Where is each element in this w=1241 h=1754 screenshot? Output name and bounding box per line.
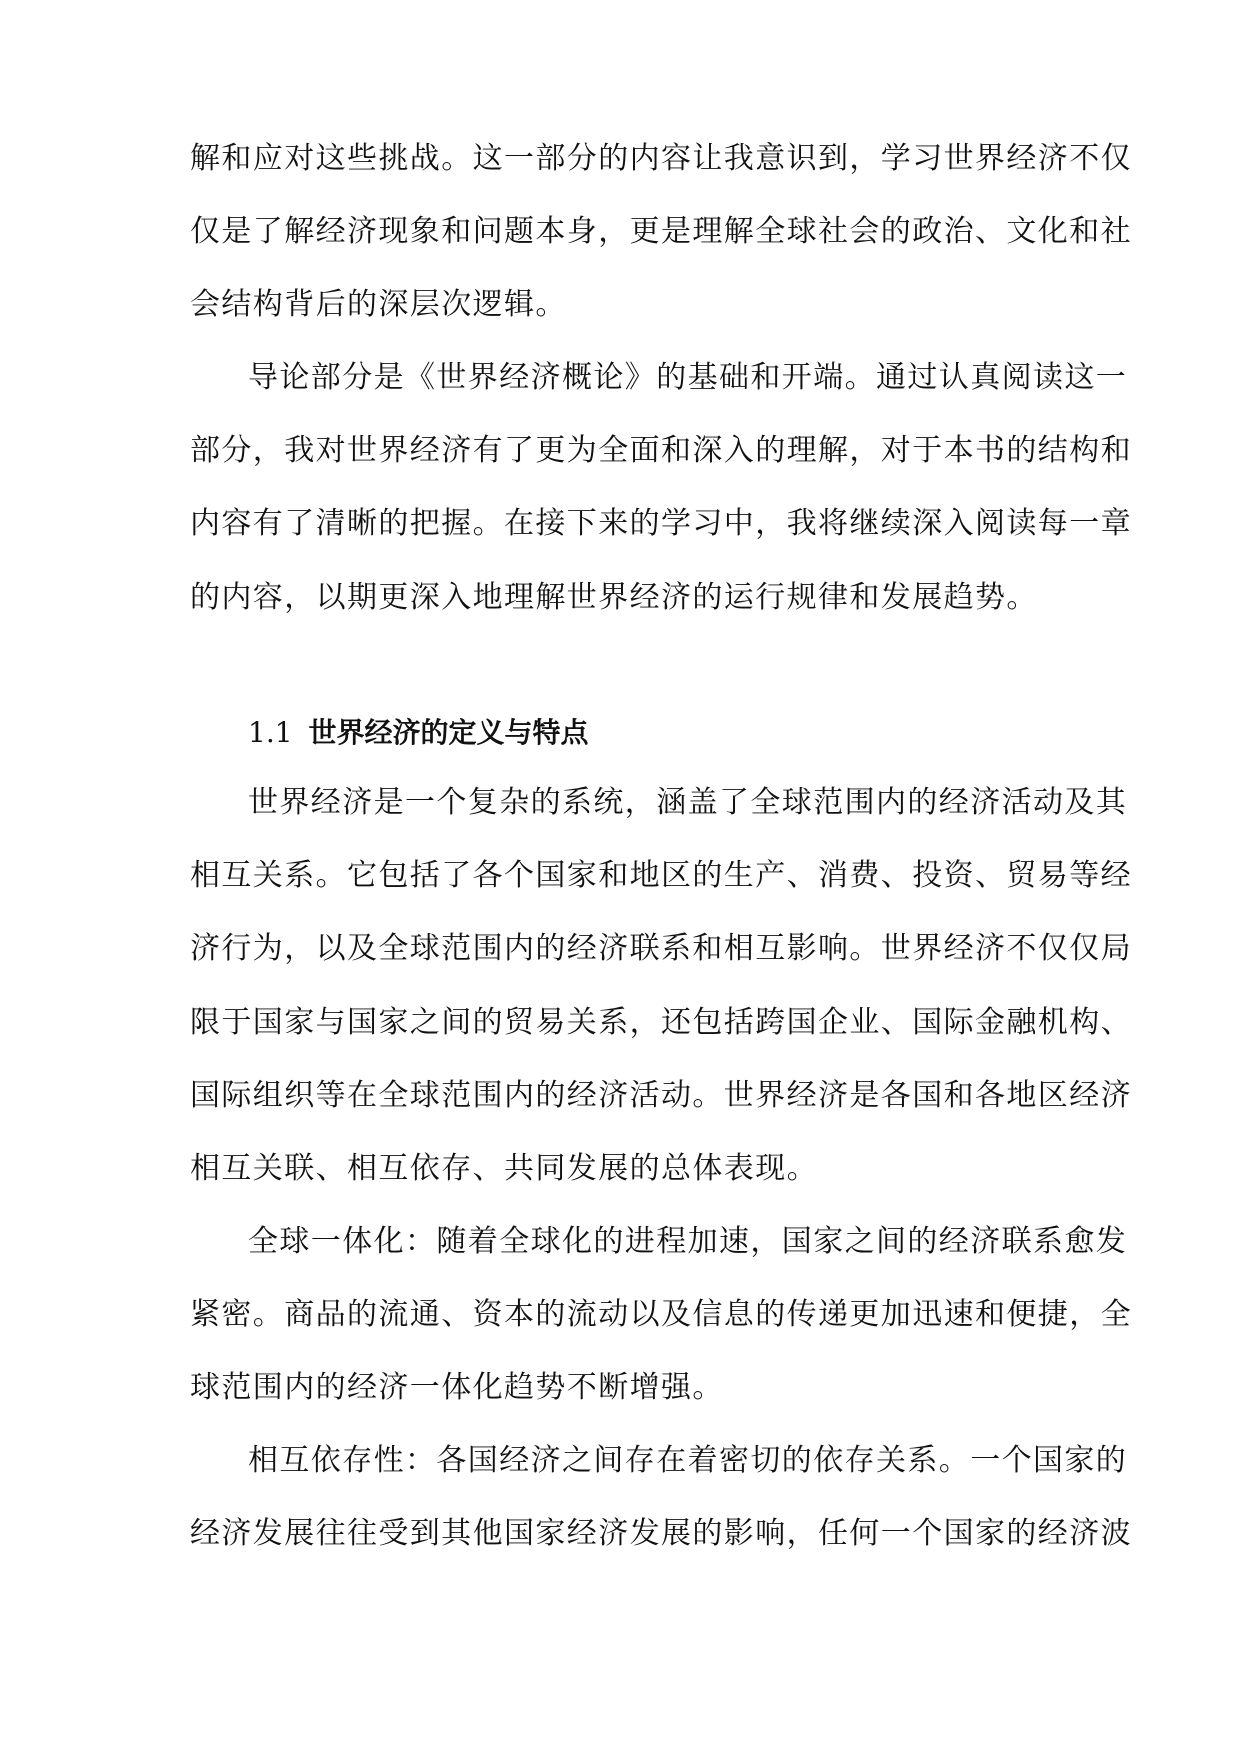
body-text-line: 内容有了清晰的把握。在接下来的学习中，我将继续深入阅读每一章	[190, 506, 1132, 541]
body-text-line: 国际组织等在全球范围内的经济活动。世界经济是各国和各地区经济	[190, 1078, 1132, 1113]
body-text-line: 限于国家与国家之间的贸易关系，还包括跨国企业、国际金融机构、	[190, 1005, 1132, 1040]
section-title: 世界经济的定义与特点	[308, 716, 589, 749]
section-number: 1.1	[248, 716, 293, 749]
paragraph-first-line: 全球一体化：随着全球化的进程加速，国家之间的经济联系愈发	[248, 1224, 1128, 1259]
paragraph-first-line: 世界经济是一个复杂的系统，涵盖了全球范围内的经济活动及其	[248, 785, 1128, 820]
body-text-line: 的内容，以期更深入地理解世界经济的运行规律和发展趋势。	[190, 580, 1038, 615]
body-text-line: 经济发展往往受到其他国家经济发展的影响，任何一个国家的经济波	[190, 1516, 1132, 1551]
body-text-line: 解和应对这些挑战。这一部分的内容让我意识到，学习世界经济不仅	[190, 141, 1132, 176]
paragraph-first-line: 相互依存性：各国经济之间存在着密切的依存关系。一个国家的	[248, 1443, 1128, 1478]
body-text-line: 仅是了解经济现象和问题本身，更是理解全球社会的政治、文化和社	[190, 214, 1132, 249]
body-text-line: 会结构背后的深层次逻辑。	[190, 287, 567, 322]
body-text-line: 球范围内的经济一体化趋势不断增强。	[190, 1370, 724, 1405]
body-text-line: 济行为，以及全球范围内的经济联系和相互影响。世界经济不仅仅局	[190, 931, 1132, 966]
body-text-line: 部分，我对世界经济有了更为全面和深入的理解，对于本书的结构和	[190, 433, 1132, 468]
paragraph-first-line: 导论部分是《世界经济概论》的基础和开端。通过认真阅读这一	[248, 360, 1128, 395]
body-text-line: 相互关系。它包括了各个国家和地区的生产、消费、投资、贸易等经	[190, 858, 1132, 893]
section-heading	[248, 713, 589, 753]
body-text-line: 相互关联、相互依存、共同发展的总体表现。	[190, 1151, 818, 1186]
body-text-line: 紧密。商品的流通、资本的流动以及信息的传递更加迅速和便捷，全	[190, 1297, 1132, 1332]
